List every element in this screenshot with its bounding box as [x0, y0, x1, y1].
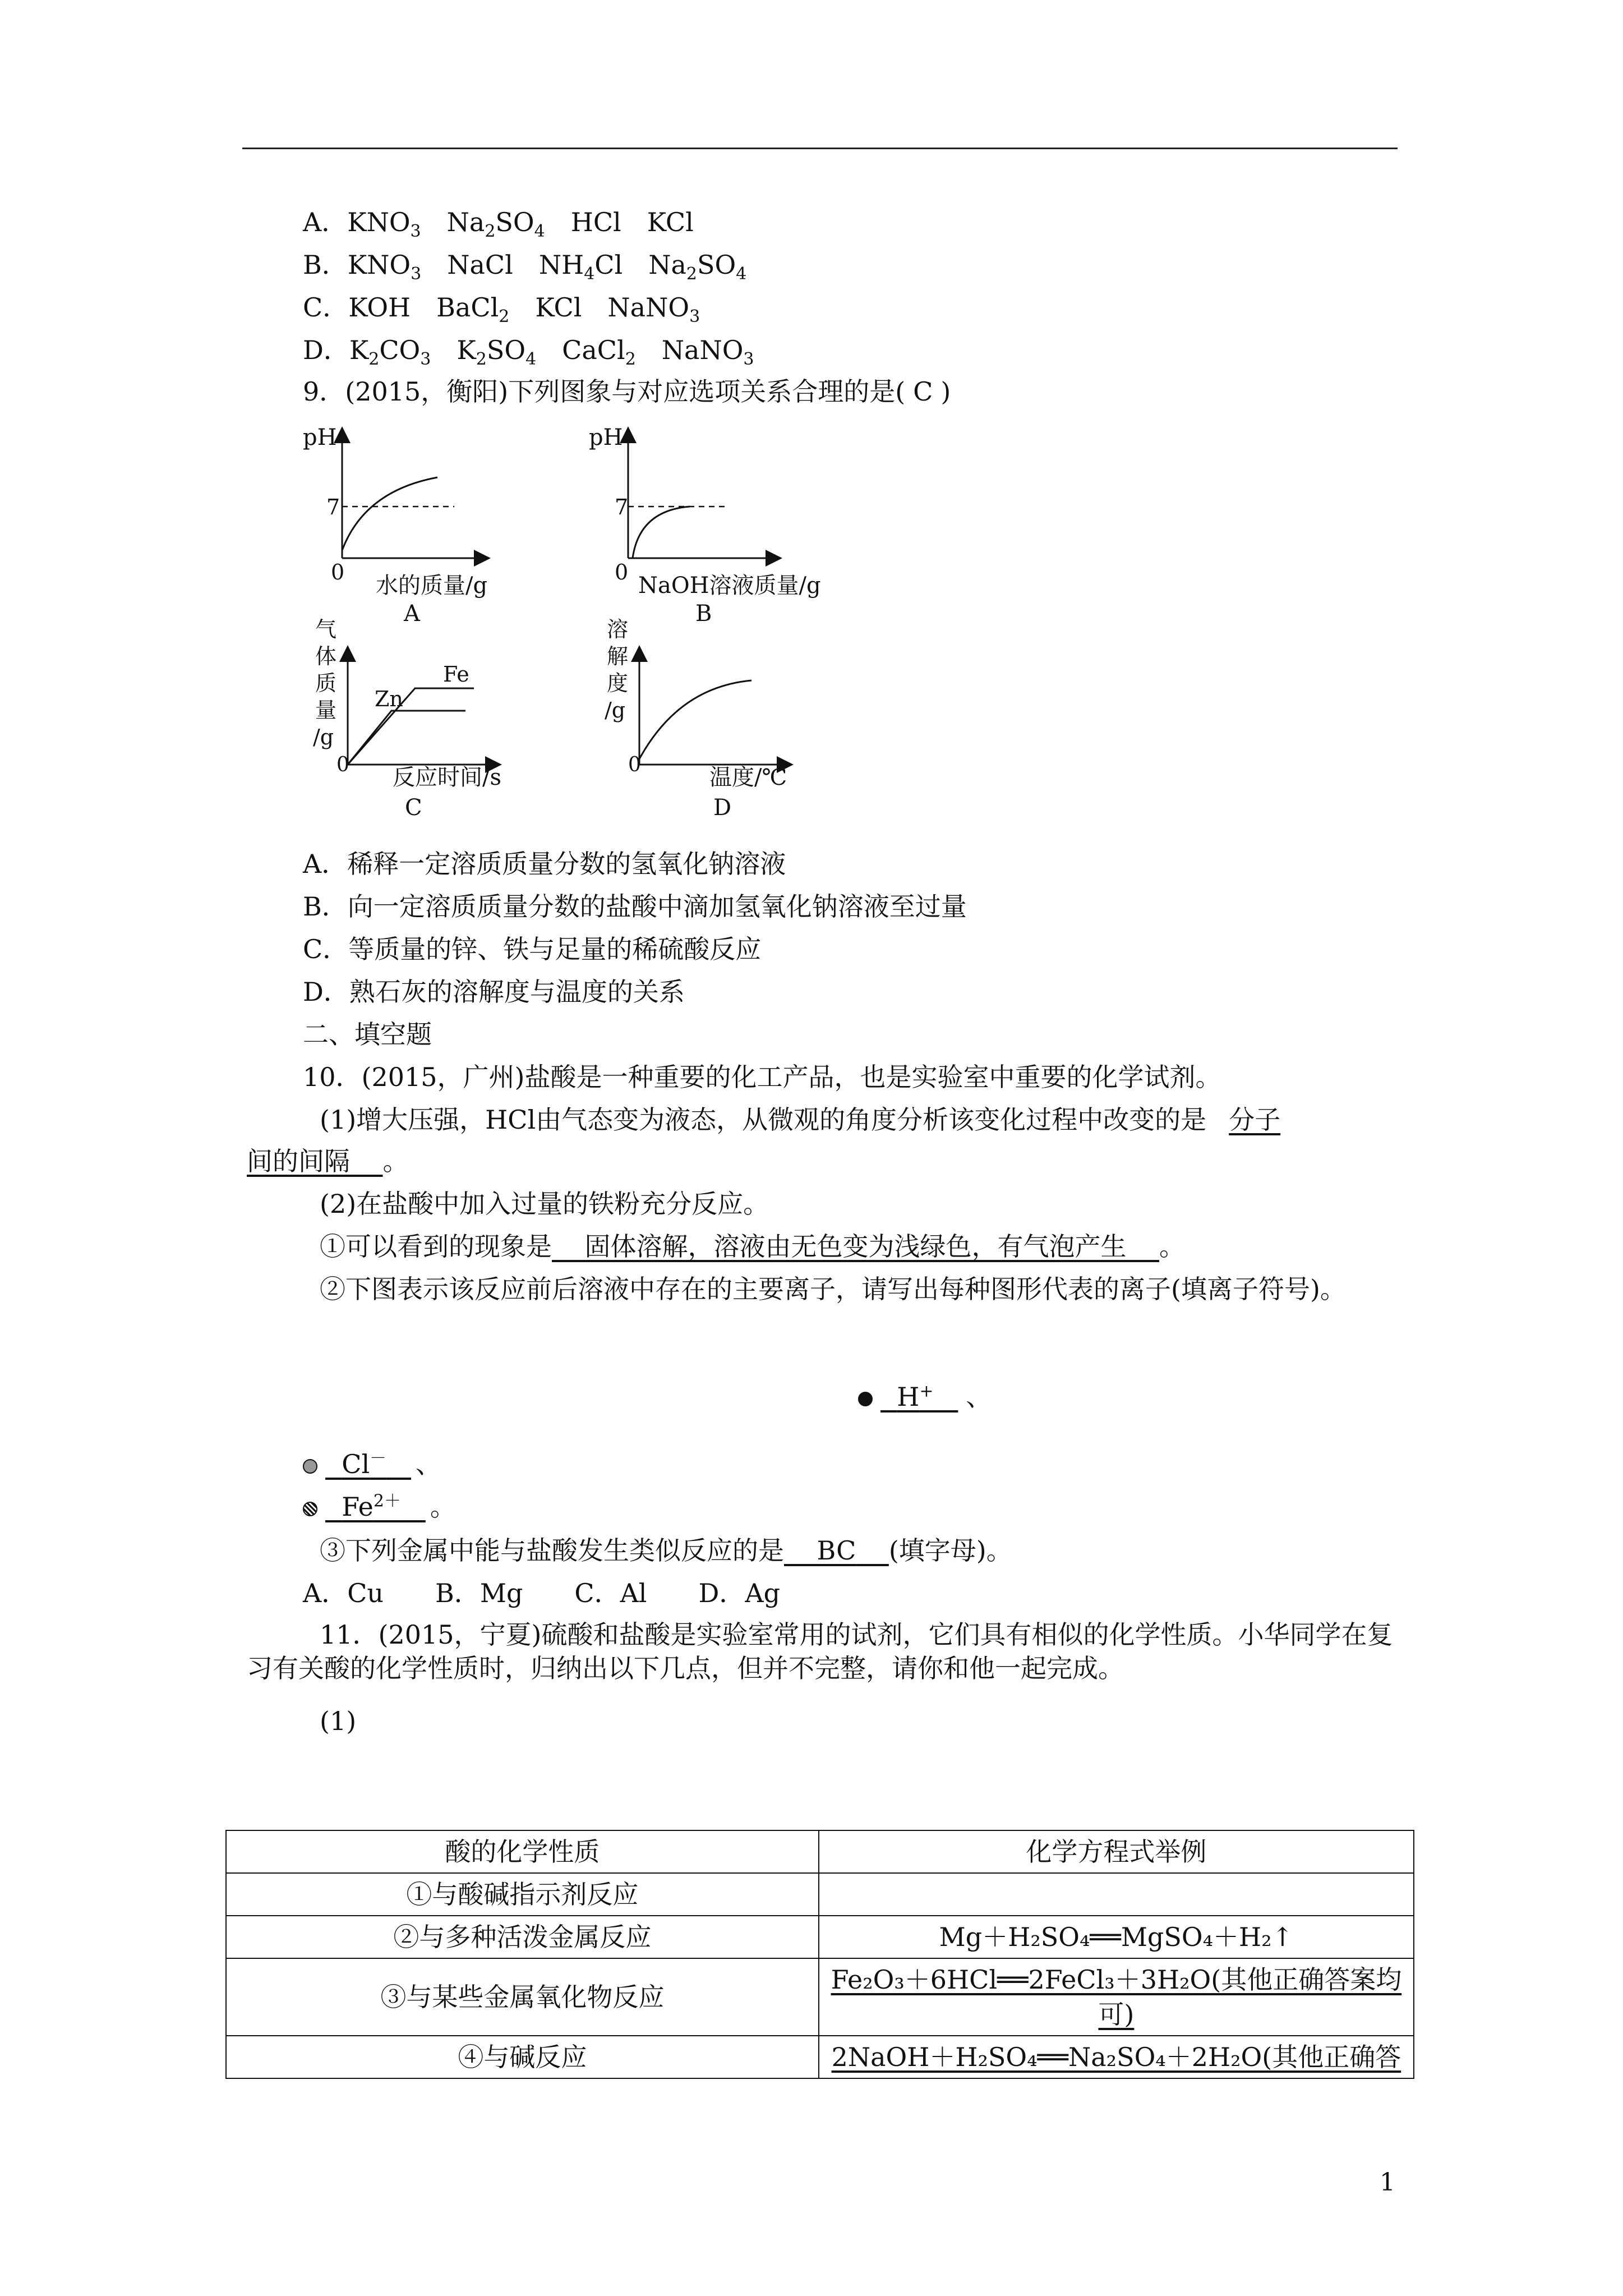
svg-text:溶: 溶: [607, 617, 629, 642]
section-heading: 二、填空题: [303, 1019, 432, 1050]
q10-part2-2: ②下图表示该反应前后溶液中存在的主要离子，请写出每种图形代表的离子(填离子符号)。: [320, 1274, 1346, 1304]
table-header: 酸的化学性质: [226, 1830, 819, 1873]
q11-stem: 11．(2015，宁夏)硫酸和盐酸是实验室常用的试剂，它们具有相似的化学性质。小华同学在复习有关酸的化学性质时，归纳出以下几点，但并不完整，请你和他一起完成。: [247, 1619, 1393, 1683]
svg-text:0: 0: [331, 560, 345, 585]
svg-text:7: 7: [615, 495, 629, 519]
acid-properties-table: [225, 1830, 1414, 2079]
svg-text:解: 解: [607, 644, 629, 669]
table-row: [226, 1916, 1414, 1958]
svg-text:pH: pH: [589, 425, 623, 450]
gray-dot-icon: [303, 1459, 317, 1474]
svg-text:7: 7: [326, 495, 340, 519]
svg-text:体: 体: [315, 644, 337, 669]
ion-fe-answer: $Fe^{2+}$: [342, 1491, 401, 1522]
svg-text:温度/℃: 温度/℃: [709, 765, 787, 790]
svg-text:pH: pH: [303, 425, 337, 450]
q10-part1-answer-b: 间的间隔: [247, 1146, 350, 1176]
fe-label: Fe: [443, 662, 469, 687]
q8-option-d: D．$K_2CO_3$ $K_2SO_4$ CaCl$_2$ NaNO$_3$: [303, 335, 754, 370]
q8-option-b: B．$KNO_3$ NaCl $NH_4Cl$ $Na_2SO_4$: [303, 250, 747, 284]
q10-part2-3-answer: BC: [817, 1535, 856, 1566]
svg-text:量: 量: [315, 698, 337, 723]
q10-part2-3: ③下列金属中能与盐酸发生类似反应的是 BC (填字母)。: [320, 1535, 1012, 1566]
table-cell: ②与多种活泼金属反应: [226, 1916, 819, 1958]
svg-text:水的质量/g: 水的质量/g: [376, 573, 488, 599]
q9-option-b: B．向一定溶质质量分数的盐酸中滴加氢氧化钠溶液至过量: [303, 891, 967, 922]
q9-answer: C: [913, 376, 933, 407]
q10-part1-cont: 间的间隔 。: [247, 1146, 409, 1176]
table-cell-answer: Fe₂O₃＋6HCl══2FeCl₃＋3H₂O(其他正确答案均可): [819, 1958, 1414, 2036]
table-cell: [819, 1873, 1414, 1916]
graph-b: [583, 418, 875, 631]
svg-text:D: D: [713, 795, 732, 821]
q8-option-c: C．KOH BaCl$_2$ KCl NaNO$_3$: [303, 292, 700, 327]
svg-text:气: 气: [315, 617, 337, 642]
q10-part2-3-options: A．Cu B．Mg C．Al D．Ag: [303, 1578, 781, 1608]
q11-part1: (1): [320, 1706, 357, 1736]
ion-row-fe: $Fe^{2+}$ 。: [303, 1490, 456, 1524]
table-row: [226, 1873, 1414, 1916]
q9-stem: 9．(2015，衡阳)下列图象与对应选项关系合理的是( C ): [303, 376, 951, 407]
q10-stem: 10．(2015，广州)盐酸是一种重要的化工产品，也是实验室中重要的化学试剂。: [303, 1062, 1221, 1092]
q10-part2-1-answer: 固体溶解，溶液由无色变为浅绿色，有气泡产生: [584, 1231, 1127, 1262]
table-row: [226, 2036, 1414, 2078]
graph-c: [303, 614, 555, 839]
table-row: [226, 1958, 1414, 2036]
page-number: 1: [1380, 2168, 1395, 2197]
q10-part1: (1)增大压强，HCl由气态变为液态，从微观的角度分析该变化过程中改变的是 分子: [320, 1105, 1281, 1135]
table-cell: ①与酸碱指示剂反应: [226, 1873, 819, 1916]
q9-option-a: A．稀释一定溶质质量分数的氢氧化钠溶液: [303, 849, 786, 879]
svg-text:/g: /g: [605, 698, 626, 723]
hatched-dot-icon: [303, 1502, 317, 1516]
q9-option-d: D．熟石灰的溶解度与温度的关系: [303, 977, 685, 1007]
ion-cl-answer: Cl－: [342, 1448, 387, 1479]
table-cell-answer: 2NaOH＋H₂SO₄══Na₂SO₄＋2H₂O(其他正确答: [819, 2036, 1414, 2078]
ion-row-cl: Cl－ 、: [303, 1447, 441, 1481]
svg-text:B: B: [695, 601, 712, 627]
graph-d: [594, 614, 847, 839]
table-header: 化学方程式举例: [819, 1830, 1414, 1873]
header-rule: [242, 148, 1398, 149]
svg-text:0: 0: [336, 753, 349, 776]
q10-part1-answer-a: 分子: [1229, 1105, 1281, 1135]
svg-text:度: 度: [607, 671, 629, 696]
table-cell: ④与碱反应: [226, 2036, 819, 2078]
svg-text:NaOH溶液质量/g: NaOH溶液质量/g: [638, 573, 821, 599]
table-header-row: [226, 1830, 1414, 1873]
ion-h-answer: H+: [897, 1381, 934, 1412]
svg-text:0: 0: [615, 560, 629, 585]
svg-text:反应时间/s: 反应时间/s: [393, 765, 502, 790]
q10-part2-1: ①可以看到的现象是 固体溶解，溶液由无色变为浅绿色，有气泡产生 。: [320, 1231, 1185, 1262]
table-cell: Mg＋H₂SO₄══MgSO₄＋H₂↑: [819, 1916, 1414, 1958]
zn-label: Zn: [375, 687, 403, 711]
ion-row-h: H+ 、: [858, 1380, 992, 1414]
table-cell: ③与某些金属氧化物反应: [226, 1958, 819, 2036]
q8-option-a: A．$KNO_3$ $Na_2SO_4$ HCl KCl: [303, 207, 694, 242]
q9-option-c: C．等质量的锌、铁与足量的稀硫酸反应: [303, 934, 762, 964]
solid-dot-icon: [858, 1392, 873, 1406]
svg-text:A: A: [404, 601, 420, 627]
svg-text:0: 0: [628, 753, 641, 776]
svg-text:C: C: [405, 795, 422, 821]
svg-text:/g: /g: [313, 725, 334, 749]
svg-text:质: 质: [315, 671, 337, 696]
graph-a: [297, 418, 550, 631]
q10-part2: (2)在盐酸中加入过量的铁粉充分反应。: [320, 1189, 769, 1219]
